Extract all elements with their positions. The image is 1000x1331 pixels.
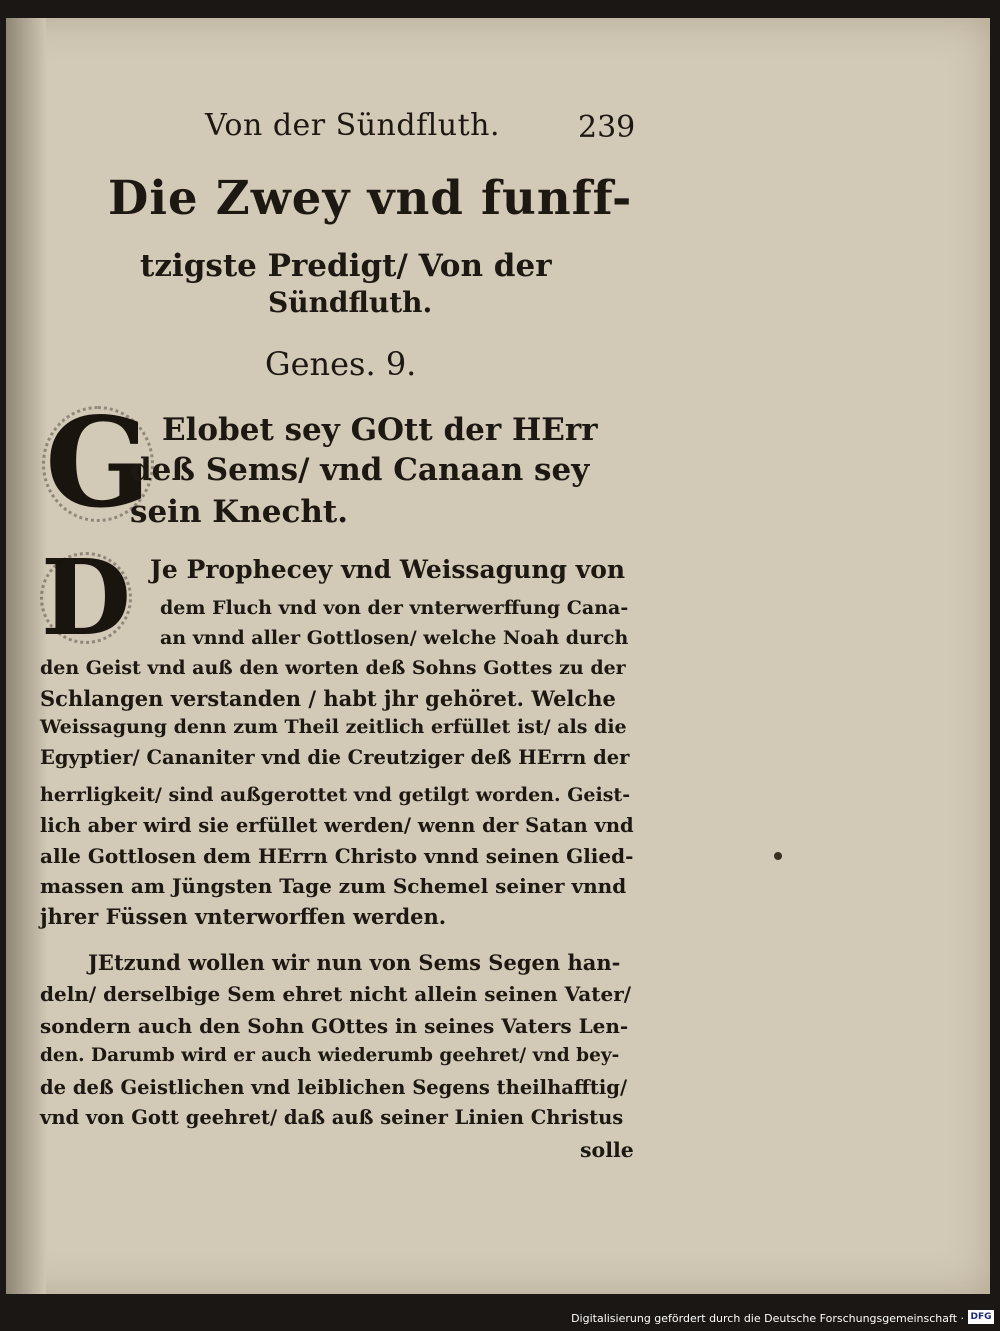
page-number: 239 bbox=[578, 110, 636, 145]
paragraph-1-line: an vnnd aller Gottlosen/ welche Noah durch bbox=[160, 627, 629, 649]
paragraph-2-line: sondern auch den Sohn GOttes in seines Vaters Len- bbox=[40, 1014, 629, 1038]
running-title: Von der Sündfluth. bbox=[205, 108, 500, 143]
verse-line-2: deß Sems/ vnd Canaan sey bbox=[130, 452, 590, 488]
ornamental-initial-d: D bbox=[36, 548, 136, 648]
paragraph-2-line: vnd von Gott geehret/ daß auß seiner Linien Christus bbox=[40, 1106, 624, 1129]
paragraph-2-line: de deß Geistlichen vnd leiblichen Segens theilhafftig/ bbox=[40, 1076, 628, 1099]
sermon-title-line-2: tzigste Predigt/ Von der bbox=[140, 248, 552, 284]
paragraph-1-line: herrligkeit/ sind außgerottet vnd getilgt worden. Geist- bbox=[40, 784, 631, 806]
paragraph-1-line: den Geist vnd auß den worten deß Sohns Gottes zu der bbox=[40, 657, 626, 679]
paragraph-1-line: dem Fluch vnd von der vnterwerffung Cana- bbox=[160, 597, 629, 619]
ink-spot bbox=[774, 852, 782, 860]
paragraph-1-line: Weissagung denn zum Theil zeitlich erfüllet ist/ als die bbox=[40, 716, 627, 738]
page-gutter-shadow bbox=[6, 18, 46, 1294]
paragraph-2-line: deln/ derselbige Sem ehret nicht allein seinen Vater/ bbox=[40, 982, 632, 1006]
paragraph-2-line: den. Darumb wird er auch wiederumb geehret/ vnd bey- bbox=[40, 1045, 620, 1066]
sermon-title-line-1: Die Zwey vnd funff- bbox=[108, 170, 633, 225]
paragraph-1-line: jhrer Füssen vnterworffen werden. bbox=[40, 904, 447, 929]
verse-line-1: Elobet sey GOtt der HErr bbox=[162, 412, 598, 448]
digitization-credit: Digitalisierung gefördert durch die Deutsche Forschungsgemeinschaft · bbox=[571, 1312, 964, 1325]
catchword: solle bbox=[580, 1138, 634, 1162]
paragraph-1-line: Egyptier/ Cananiter vnd die Creutziger deß HErrn der bbox=[40, 746, 630, 769]
paragraph-1-line: massen am Jüngsten Tage zum Schemel seiner vnnd bbox=[40, 874, 627, 898]
paragraph-2-line: JEtzund wollen wir nun von Sems Segen han- bbox=[88, 950, 621, 975]
dfg-logo: DFG bbox=[968, 1310, 994, 1324]
sermon-title-line-3: Sündfluth. bbox=[268, 286, 433, 319]
verse-reference: Genes. 9. bbox=[265, 345, 417, 383]
verse-line-3: sein Knecht. bbox=[130, 494, 349, 530]
paragraph-1-first-line: Je Prophecey vnd Weissagung von bbox=[150, 555, 626, 584]
ornamental-initial-g: G bbox=[38, 402, 158, 526]
paragraph-1-line: lich aber wird sie erfüllet werden/ wenn der Satan vnd bbox=[40, 814, 634, 837]
paragraph-1-line: alle Gottlosen dem HErrn Christo vnnd seinen Glied- bbox=[40, 844, 634, 868]
paragraph-1-line: Schlangen verstanden / habt jhr gehöret. Welche bbox=[40, 686, 616, 711]
